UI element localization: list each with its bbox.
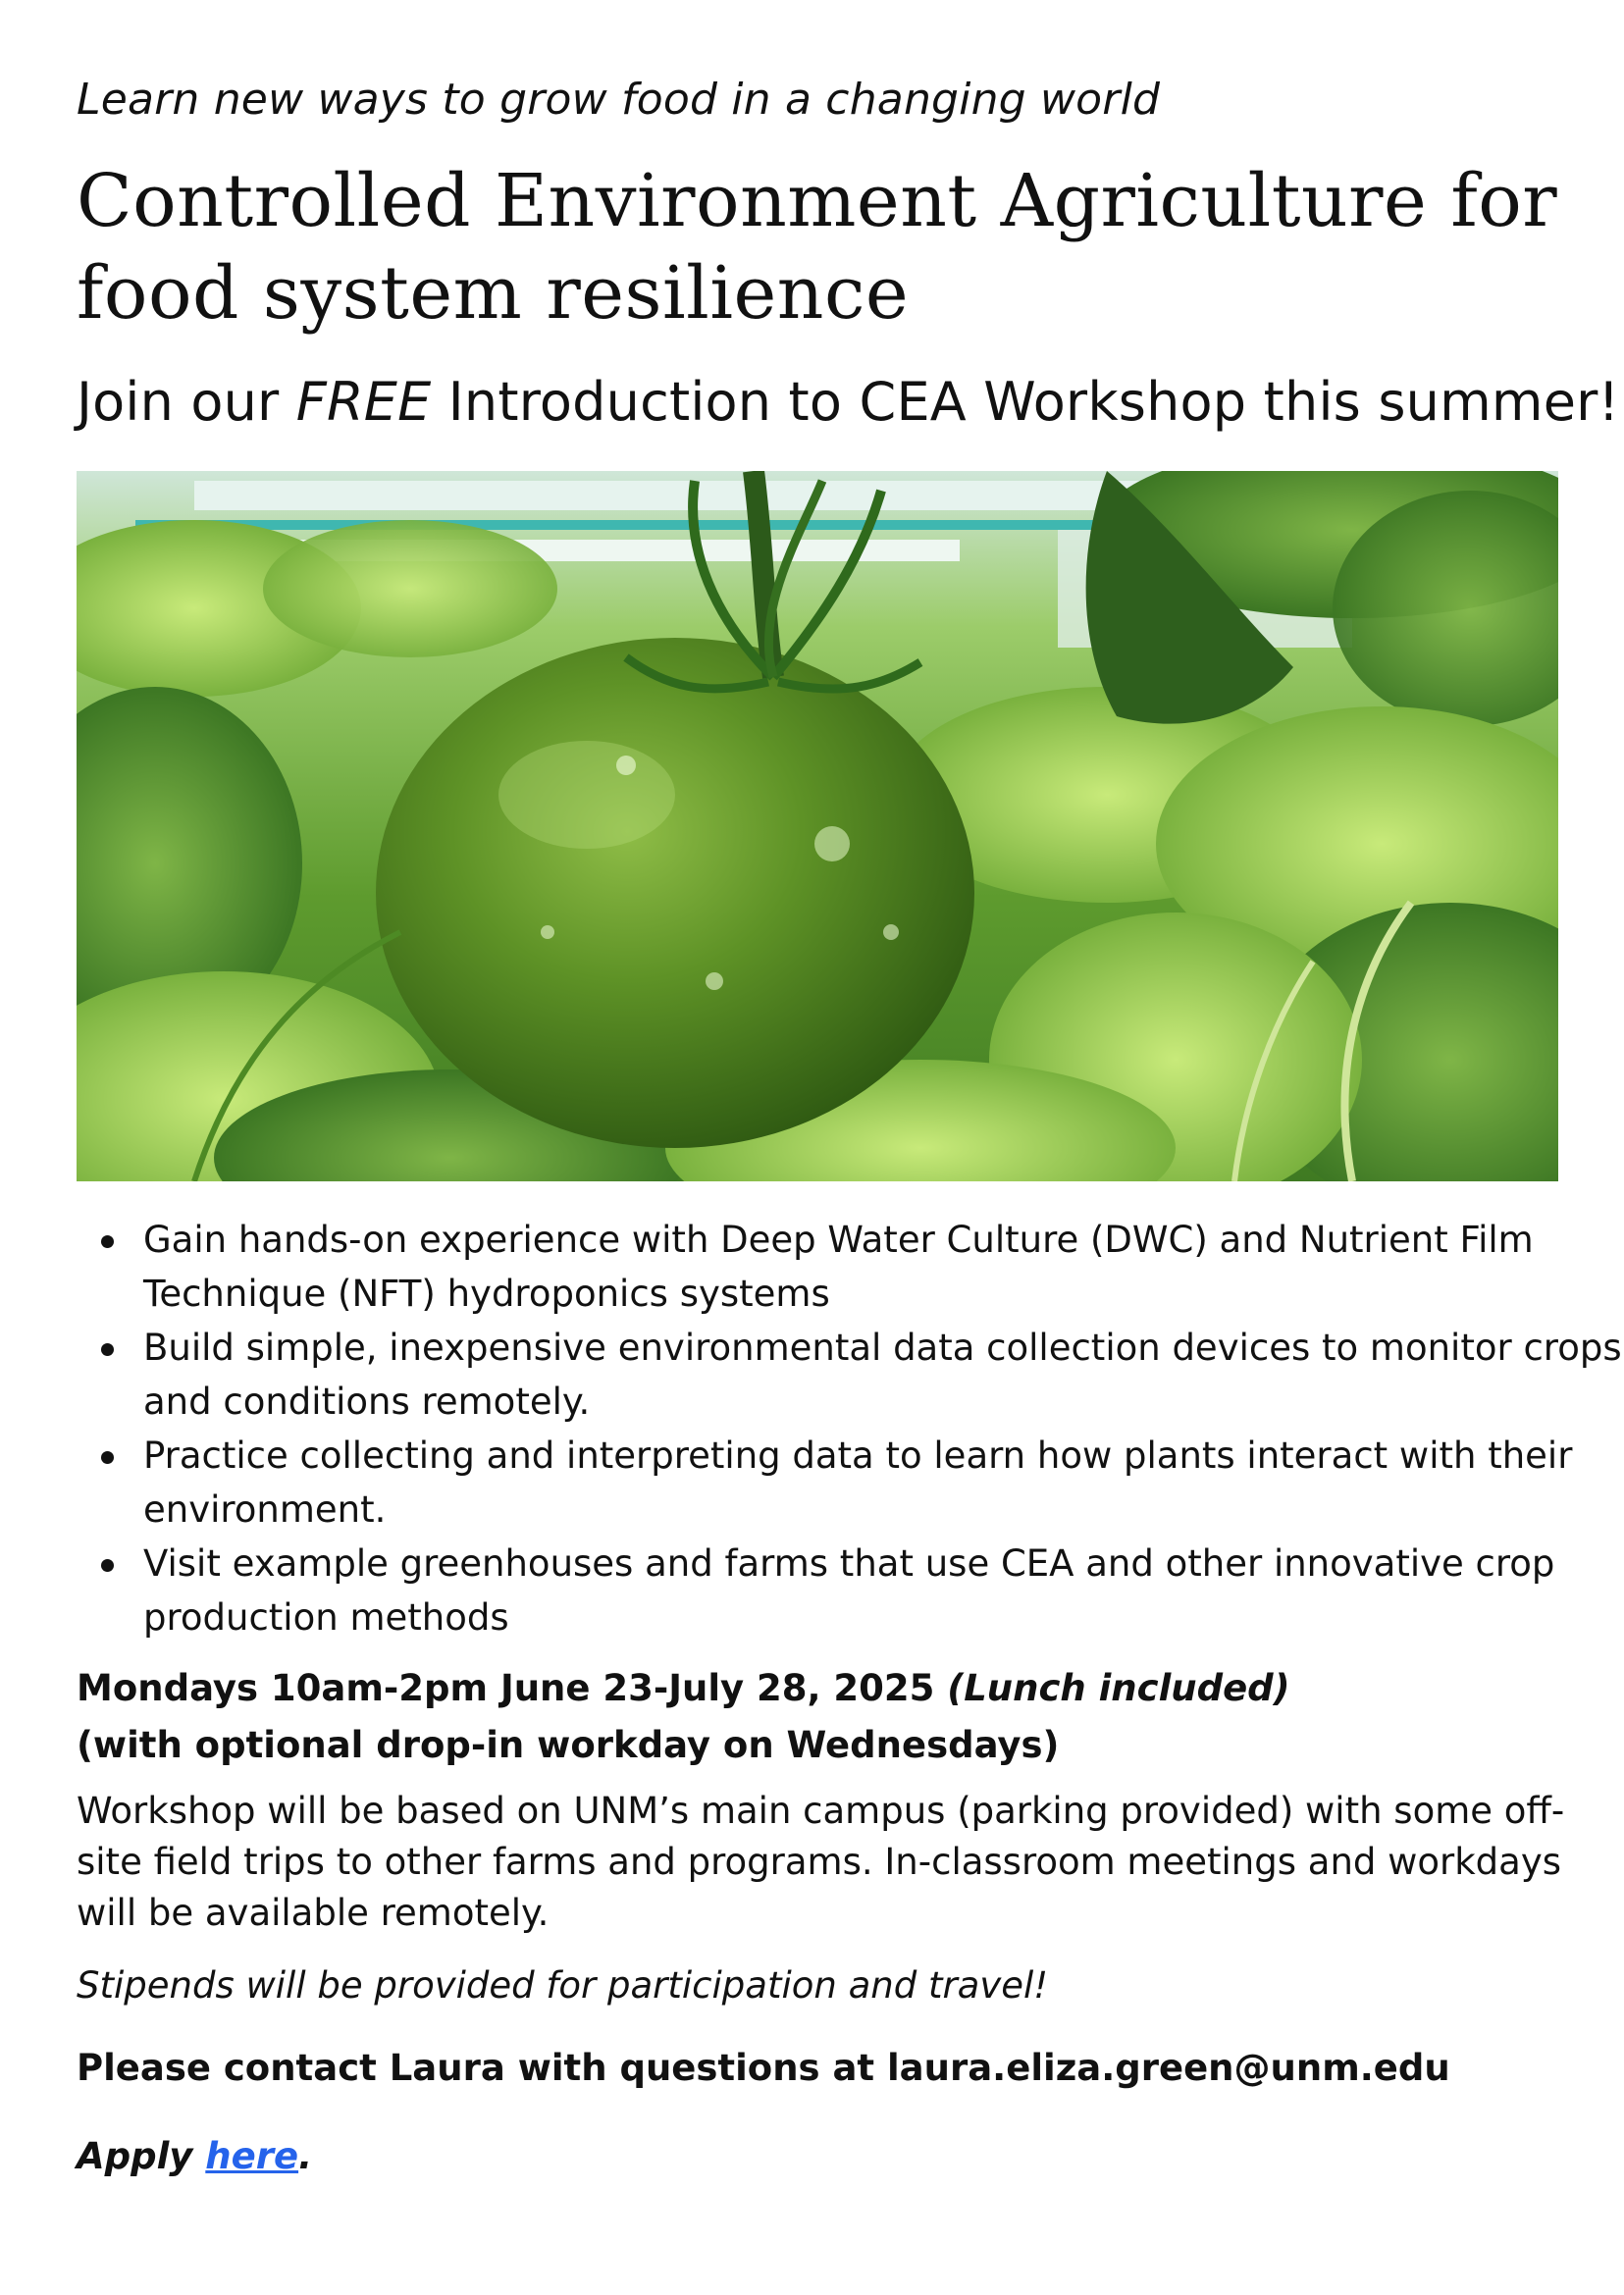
tomato-photo xyxy=(77,471,1558,1181)
contact-info: Please contact Laura with questions at laura.eliza.green@unm.edu xyxy=(77,2047,1450,2089)
bullet-icon xyxy=(101,1235,114,1248)
location-info: Workshop will be based on UNM’s main campus (parking provided) with some off-site field trips to other farms and programs. In-classroom meetings and workdays will be available remotely. xyxy=(77,1790,1565,1934)
subtitle xyxy=(77,371,1619,433)
list-item xyxy=(143,1537,1624,1644)
tagline: Learn new ways to grow food in a changing world xyxy=(77,75,1161,125)
subtitle-prefix: Join our xyxy=(77,371,296,433)
list-item xyxy=(143,1213,1624,1321)
schedule-lunch: (Lunch included) xyxy=(947,1667,1290,1709)
list-item-text: Practice collecting and interpreting data to learn how plants interact with their environment. xyxy=(143,1434,1573,1531)
schedule-dates: Mondays 10am-2pm June 23-July 28, 2025 xyxy=(77,1667,948,1709)
bullet-icon xyxy=(101,1343,114,1356)
apply-line xyxy=(77,2135,312,2177)
page-title: Controlled Environment Agriculture for food system resilience xyxy=(77,159,1558,336)
list-item-text: Visit example greenhouses and farms that use CEA and other innovative crop production methods xyxy=(143,1542,1555,1639)
stipend-note: Stipends will be provided for participation and travel! xyxy=(77,1964,1049,2007)
subtitle-emphasis: FREE xyxy=(295,371,432,433)
apply-suffix: . xyxy=(298,2135,313,2177)
benefits-list xyxy=(77,1213,1624,1644)
schedule-dates-line xyxy=(77,1660,1290,1717)
subtitle-suffix: Introduction to CEA Workshop this summer! xyxy=(431,371,1620,433)
schedule-optional: (with optional drop-in workday on Wednesdays) xyxy=(77,1724,1060,1766)
list-item xyxy=(143,1429,1624,1537)
bullet-icon xyxy=(101,1451,114,1464)
list-item-text: Build simple, inexpensive environmental data collection devices to monitor crops and conditions remotely. xyxy=(143,1327,1622,1423)
bullet-icon xyxy=(101,1559,114,1572)
list-item-text: Gain hands-on experience with Deep Water Culture (DWC) and Nutrient Film Technique (NFT) hydroponics systems xyxy=(143,1219,1534,1315)
apply-prefix: Apply xyxy=(77,2135,206,2177)
schedule xyxy=(77,1660,1290,1774)
apply-link[interactable]: here xyxy=(205,2135,299,2177)
list-item xyxy=(143,1321,1624,1429)
